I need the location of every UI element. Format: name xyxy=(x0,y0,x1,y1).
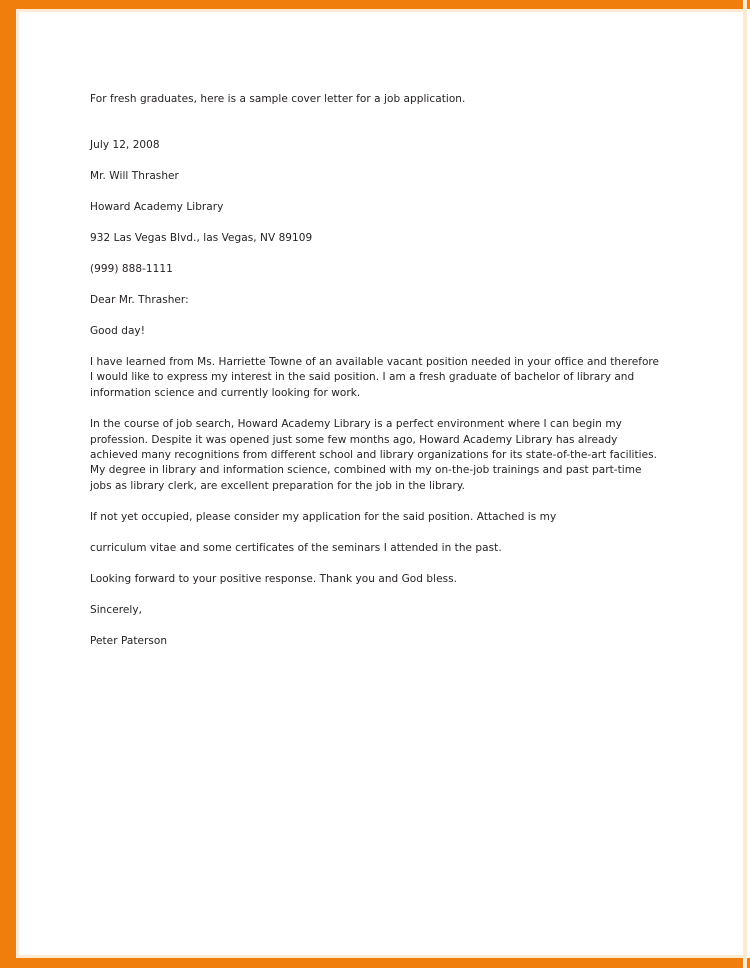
body-paragraph-1: I have learned from Ms. Harriette Towne of an available vacant position needed in your office and therefore I would like to express my interest in the said position. I am a fresh graduate of bachelor of library and information science and currently looking for work. xyxy=(90,356,660,399)
recipient-name: Mr. Will Thrasher xyxy=(90,170,179,182)
body-paragraph-4: Looking forward to your positive response. Thank you and God bless. xyxy=(90,573,458,586)
body-paragraph-3-line-1: If not yet occupied, please consider my application for the said position. Attached is my xyxy=(90,511,557,524)
frame-border-bottom xyxy=(0,958,750,968)
letter-content xyxy=(90,92,660,649)
body-paragraph-2: In the course of job search, Howard Academy Library is a perfect environment where I can begin my profession. Despite it was opened just some few months ago, Howard Academy Library has already achieved many recognitions from different school and library organizations for its state-of-the-art facilities. My degree in library and information science, combined with my on-the-job trainings and past part-time jobs as library clerk, are excellent preparation for the job in the library. xyxy=(90,418,658,492)
recipient-phone: (999) 888-1111 xyxy=(90,263,173,275)
body-paragraph-3-line-2: curriculum vitae and some certificates of the seminars I attended in the past. xyxy=(90,542,502,555)
frame-seam-right xyxy=(743,0,747,968)
frame-border-left xyxy=(0,0,16,968)
intro-note: For fresh graduates, here is a sample cover letter for a job application. xyxy=(90,93,466,105)
frame-border-top xyxy=(0,0,750,9)
letter-page xyxy=(19,12,743,955)
recipient-address: 932 Las Vegas Blvd., las Vegas, NV 89109 xyxy=(90,232,313,244)
signature-name: Peter Paterson xyxy=(90,635,168,648)
salutation: Dear Mr. Thrasher: xyxy=(90,294,189,306)
closing-salutation: Sincerely, xyxy=(90,604,142,617)
frame-seam-bottom xyxy=(16,955,743,958)
greeting: Good day! xyxy=(90,325,145,337)
letter-header-block xyxy=(90,138,660,277)
letter-date: July 12, 2008 xyxy=(90,139,160,151)
recipient-organization: Howard Academy Library xyxy=(90,201,224,213)
